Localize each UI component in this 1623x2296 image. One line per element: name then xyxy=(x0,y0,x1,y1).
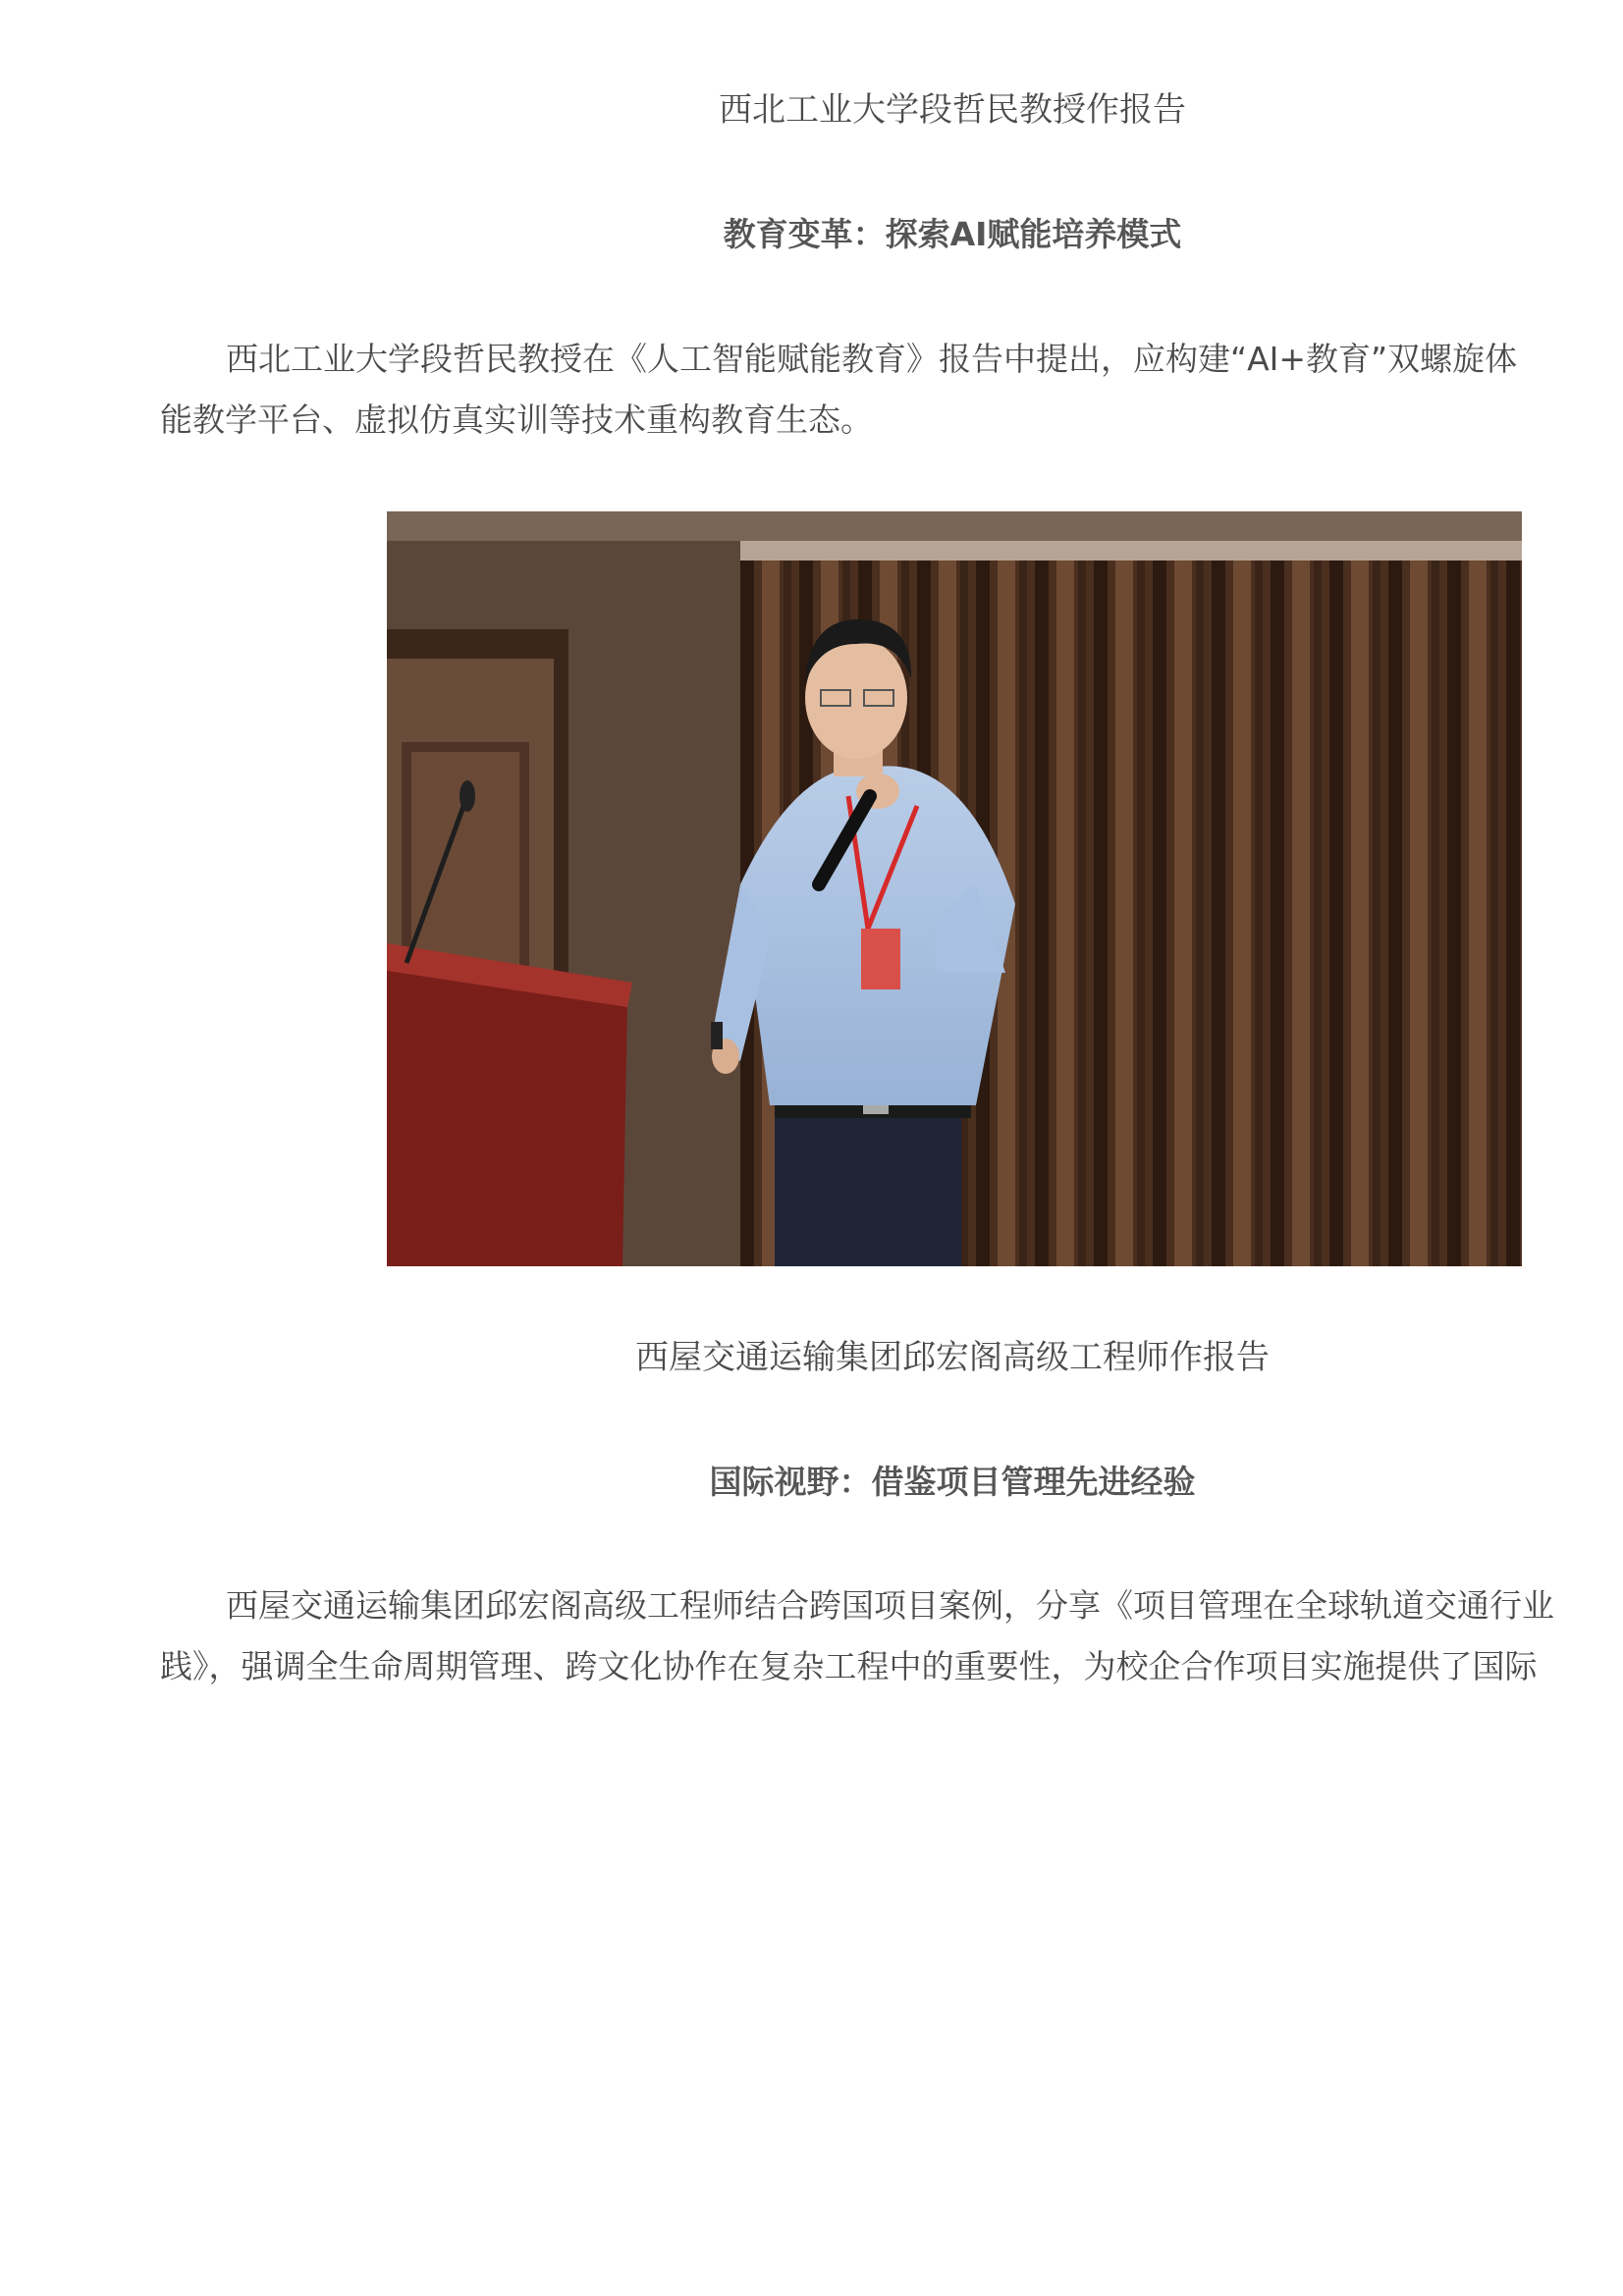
paragraph-1-line-1: 西北工业大学段哲民教授在《人工智能赋能教育》报告中提出，应构建“AI+教育”双螺旋体 xyxy=(226,340,1518,378)
speaker-photo xyxy=(387,511,1522,1266)
paragraph-2-line-2: 践》，强调全生命周期管理、跨文化协作在复杂工程中的重要性，为校企合作项目实施提供了国际 xyxy=(160,1647,1538,1685)
paragraph-1-line-2: 能教学平台、虚拟仿真实训等技术重构教育生态。 xyxy=(160,400,873,439)
section-heading-1: 教育变革：探索AI赋能培养模式 xyxy=(723,215,1182,253)
photo-caption-2: 西屋交通运输集团邱宏阁高级工程师作报告 xyxy=(635,1338,1270,1377)
paragraph-2-line-1: 西屋交通运输集团邱宏阁高级工程师结合跨国项目案例，分享《项目管理在全球轨道交通行业 xyxy=(226,1586,1554,1625)
photo-caption-1: 西北工业大学段哲民教授作报告 xyxy=(719,90,1186,130)
section-heading-2: 国际视野：借鉴项目管理先进经验 xyxy=(709,1463,1196,1501)
